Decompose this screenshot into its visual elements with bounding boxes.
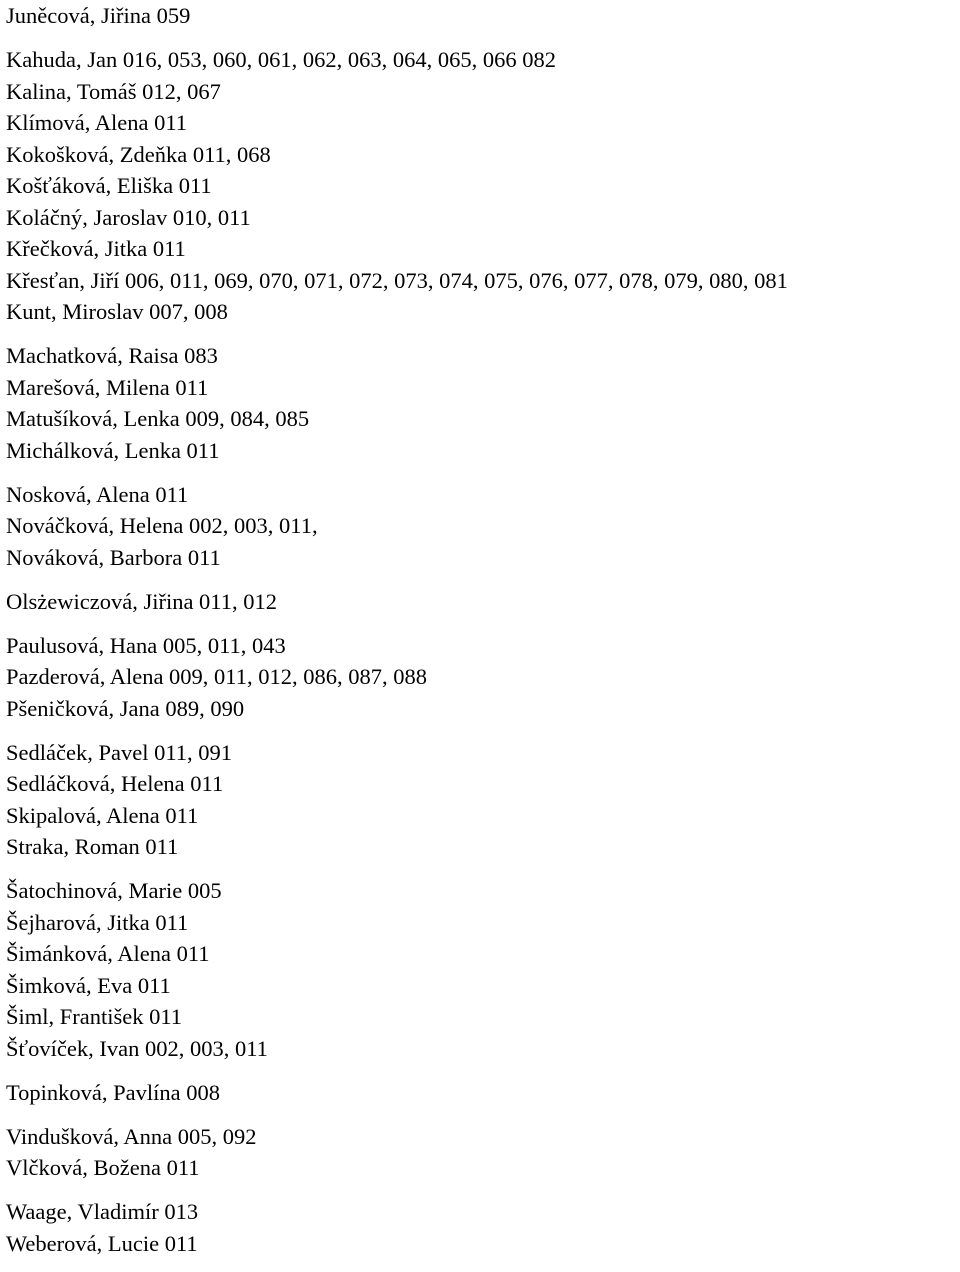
index-entry: Paulusová, Hana 005, 011, 043 xyxy=(6,632,286,658)
index-entry: Matušíková, Lenka 009, 084, 085 xyxy=(6,406,310,431)
index-entry: Marešová, Milena 011 xyxy=(6,374,209,400)
index-entry: Sedláček, Pavel 011, 091 xyxy=(6,739,232,765)
index-entry: Nosková, Alena 011 xyxy=(6,481,189,507)
index-entry: Šatochinová, Marie 005 xyxy=(6,878,222,903)
index-entry: Kunt, Miroslav 007, 008 xyxy=(6,299,228,324)
index-entry: Kokošková, Zdeňka 011, 068 xyxy=(6,141,271,167)
index-entry: Juněcová, Jiřina 059 xyxy=(6,3,191,28)
name-index-list xyxy=(6,0,956,1272)
index-group-k xyxy=(6,44,956,328)
index-entry: Sedláčková, Helena 011 xyxy=(6,771,224,796)
index-group-n xyxy=(6,479,956,574)
index-entry: Topinková, Pavlína 008 xyxy=(6,1079,221,1105)
index-entry: Šejharová, Jitka 011 xyxy=(6,909,189,935)
index-entry: Pšeničková, Jana 089, 090 xyxy=(6,695,245,721)
index-group-j xyxy=(6,0,956,32)
index-entry: Košťáková, Eliška 011 xyxy=(6,173,212,198)
index-entry: Weberová, Lucie 011 xyxy=(6,1230,198,1256)
index-entry: Vindušková, Anna 005, 092 xyxy=(6,1123,257,1149)
index-group-m xyxy=(6,340,956,466)
index-entry: Kalina, Tomáš 012, 067 xyxy=(6,78,221,104)
index-entry: Machatková, Raisa 083 xyxy=(6,343,218,368)
index-group-w xyxy=(6,1196,956,1259)
index-entry: Vlčková, Božena 011 xyxy=(6,1155,200,1180)
index-entry: Klímová, Alena 011 xyxy=(6,110,188,135)
index-entry: Šimková, Eva 011 xyxy=(6,972,171,998)
index-group-t xyxy=(6,1077,956,1109)
index-entry: Nováčková, Helena 002, 003, 011, xyxy=(6,513,318,538)
index-group-v xyxy=(6,1121,956,1184)
index-entry: Michálková, Lenka 011 xyxy=(6,437,220,463)
index-group-sh xyxy=(6,875,956,1064)
index-group-s xyxy=(6,737,956,863)
index-entry: Nováková, Barbora 011 xyxy=(6,544,221,570)
index-entry: Šťovíček, Ivan 002, 003, 011 xyxy=(6,1035,268,1061)
index-entry: Šimánková, Alena 011 xyxy=(6,941,210,966)
index-entry: Kahuda, Jan 016, 053, 060, 061, 062, 063, 064, 065, 066 082 xyxy=(6,47,556,72)
index-entry: Koláčný, Jaroslav 010, 011 xyxy=(6,204,251,230)
index-entry: Křesťan, Jiří 006, 011, 069, 070, 071, 072, 073, 074, 075, 076, 077, 078, 079, 080, 081 xyxy=(6,267,788,293)
index-entry: Waage, Vladimír 013 xyxy=(6,1199,199,1224)
index-entry: Šiml, František 011 xyxy=(6,1004,183,1029)
index-entry: Olsżewiczová, Jiřina 011, 012 xyxy=(6,588,277,614)
index-entry: Straka, Roman 011 xyxy=(6,834,179,859)
index-entry: Skipalová, Alena 011 xyxy=(6,802,199,828)
index-entry: Pazderová, Alena 009, 011, 012, 086, 087, 088 xyxy=(6,664,427,689)
index-group-o xyxy=(6,586,956,618)
index-entry: Křečková, Jitka 011 xyxy=(6,236,186,261)
index-group-p xyxy=(6,630,956,725)
